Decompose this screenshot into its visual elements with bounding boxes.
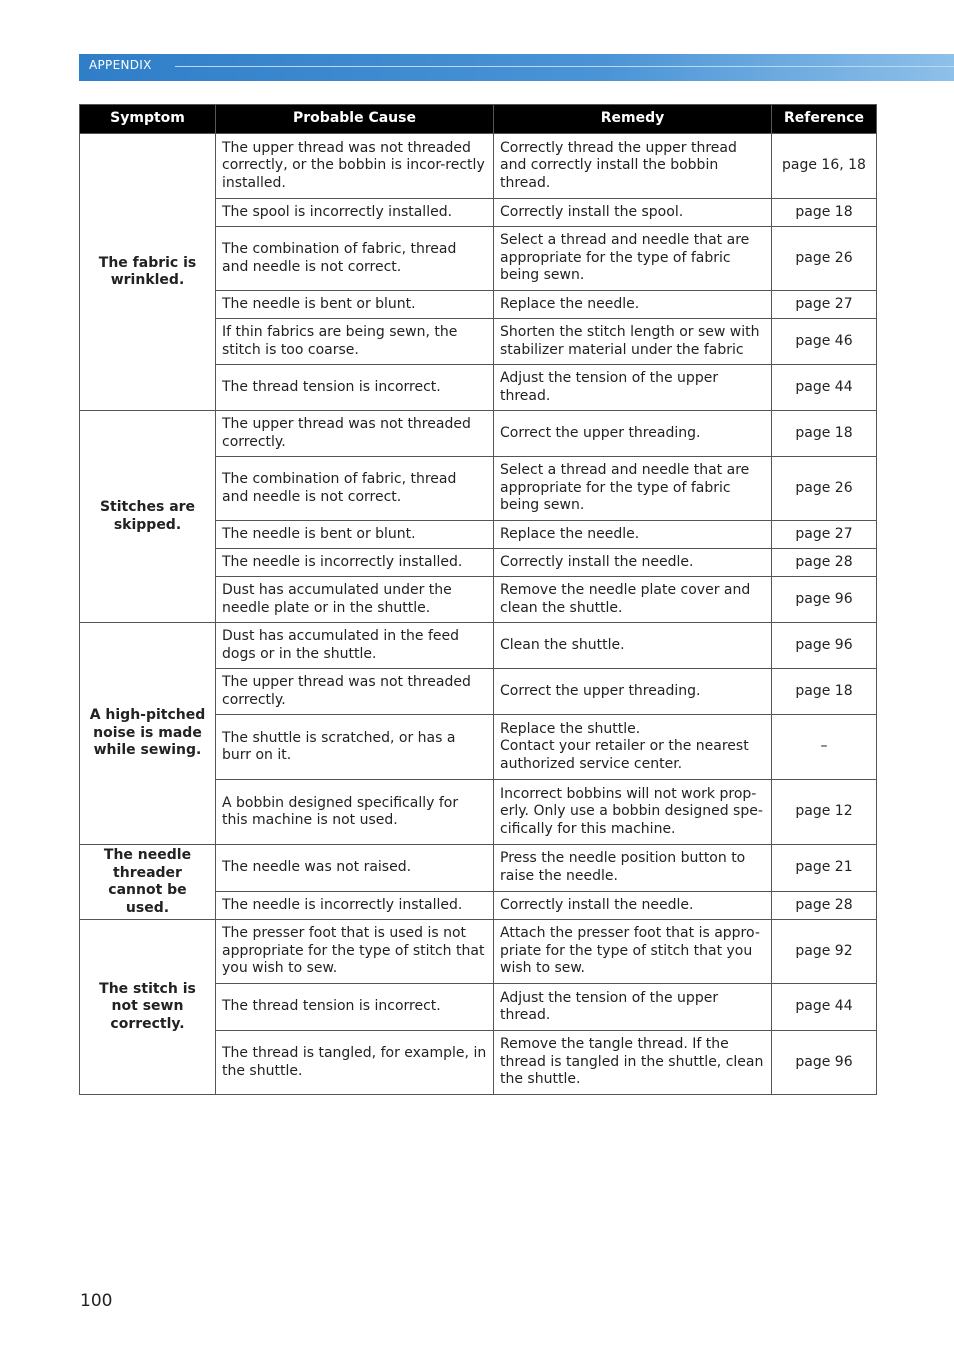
remedy-cell: Shorten the stitch length or sew with stabilizer material under the fabric [494, 319, 772, 365]
reference-cell: page 27 [772, 521, 877, 549]
cause-cell: The upper thread was not threaded correctly. [216, 411, 494, 457]
table-row [80, 623, 877, 669]
table-row [80, 411, 877, 457]
cause-cell: The needle is incorrectly installed. [216, 891, 494, 919]
cause-cell: The needle is incorrectly installed. [216, 549, 494, 577]
cause-cell: The spool is incorrectly installed. [216, 199, 494, 227]
reference-cell: page 16, 18 [772, 134, 877, 199]
cause-cell: The upper thread was not threaded correctly, or the bobbin is incor-rectly installed. [216, 134, 494, 199]
cause-cell: The shuttle is scratched, or has a burr on it. [216, 715, 494, 780]
cause-cell: The combination of fabric, thread and needle is not correct. [216, 457, 494, 521]
section-label: APPENDIX [89, 58, 152, 72]
cause-cell: The combination of fabric, thread and needle is not correct. [216, 227, 494, 291]
cause-cell: Dust has accumulated under the needle plate or in the shuttle. [216, 577, 494, 623]
remedy-cell: Remove the tangle thread. If the thread is tangled in the shuttle, clean the shuttle. [494, 1031, 772, 1095]
table-body [80, 134, 877, 1095]
reference-cell: page 18 [772, 669, 877, 715]
table-header-row [80, 105, 877, 134]
cause-cell: The presser foot that is used is not appropriate for the type of stitch that you wish to sew. [216, 920, 494, 984]
cause-cell: Dust has accumulated in the feed dogs or in the shuttle. [216, 623, 494, 669]
remedy-cell: Adjust the tension of the upper thread. [494, 984, 772, 1031]
reference-cell: page 28 [772, 549, 877, 577]
page-number: 100 [80, 1291, 113, 1311]
remedy-cell: Correctly thread the upper thread and correctly install the bobbin thread. [494, 134, 772, 199]
remedy-cell: Attach the presser foot that is appro-priate for the type of stitch that you wish to sew. [494, 920, 772, 984]
table-row [80, 134, 877, 199]
section-header-band [79, 54, 954, 81]
column-header-reference: Reference [772, 105, 877, 134]
reference-cell: page 28 [772, 891, 877, 919]
cause-cell: The needle is bent or blunt. [216, 291, 494, 319]
cause-cell: The thread is tangled, for example, in the shuttle. [216, 1031, 494, 1095]
symptom-cell: The needle threader cannot be used. [80, 845, 216, 920]
remedy-cell: Correct the upper threading. [494, 411, 772, 457]
remedy-cell: Correctly install the needle. [494, 549, 772, 577]
cause-cell: The needle was not raised. [216, 845, 494, 892]
reference-cell: page 26 [772, 227, 877, 291]
header-rule [175, 66, 954, 67]
remedy-cell: Select a thread and needle that are appropriate for the type of fabric being sewn. [494, 457, 772, 521]
column-header-cause: Probable Cause [216, 105, 494, 134]
reference-cell: page 46 [772, 319, 877, 365]
remedy-cell: Adjust the tension of the upper thread. [494, 365, 772, 411]
remedy-cell: Replace the needle. [494, 291, 772, 319]
cause-cell: A bobbin designed specifically for this machine is not used. [216, 780, 494, 845]
reference-cell: page 27 [772, 291, 877, 319]
column-header-remedy: Remedy [494, 105, 772, 134]
column-header-symptom: Symptom [80, 105, 216, 134]
cause-cell: The upper thread was not threaded correctly. [216, 669, 494, 715]
remedy-cell: Clean the shuttle. [494, 623, 772, 669]
troubleshooting-table [79, 104, 877, 1095]
remedy-cell: Correctly install the spool. [494, 199, 772, 227]
reference-cell: page 12 [772, 780, 877, 845]
cause-cell: If thin fabrics are being sewn, the stitch is too coarse. [216, 319, 494, 365]
cause-cell: The thread tension is incorrect. [216, 365, 494, 411]
reference-cell: page 26 [772, 457, 877, 521]
remedy-cell: Select a thread and needle that are appropriate for the type of fabric being sewn. [494, 227, 772, 291]
reference-cell: page 18 [772, 411, 877, 457]
reference-cell: page 21 [772, 845, 877, 892]
reference-cell: page 18 [772, 199, 877, 227]
symptom-cell: The fabric is wrinkled. [80, 134, 216, 411]
cause-cell: The thread tension is incorrect. [216, 984, 494, 1031]
remedy-cell: Incorrect bobbins will not work prop-erly. Only use a bobbin designed spe-cifically for this machine. [494, 780, 772, 845]
remedy-cell: Correct the upper threading. [494, 669, 772, 715]
table-row [80, 920, 877, 984]
symptom-cell: A high-pitched noise is made while sewing. [80, 623, 216, 845]
reference-cell: page 96 [772, 1031, 877, 1095]
remedy-cell: Replace the shuttle. Contact your retailer or the nearest authorized service center. [494, 715, 772, 780]
symptom-cell: The stitch is not sewn correctly. [80, 920, 216, 1095]
cause-cell: The needle is bent or blunt. [216, 521, 494, 549]
reference-cell: page 44 [772, 984, 877, 1031]
reference-cell: page 44 [772, 365, 877, 411]
remedy-cell: Press the needle position button to raise the needle. [494, 845, 772, 892]
remedy-cell: Correctly install the needle. [494, 891, 772, 919]
reference-cell: page 92 [772, 920, 877, 984]
remedy-cell: Remove the needle plate cover and clean the shuttle. [494, 577, 772, 623]
remedy-cell: Replace the needle. [494, 521, 772, 549]
reference-cell: page 96 [772, 623, 877, 669]
symptom-cell: Stitches are skipped. [80, 411, 216, 623]
table-row [80, 845, 877, 892]
reference-cell: – [772, 715, 877, 780]
reference-cell: page 96 [772, 577, 877, 623]
